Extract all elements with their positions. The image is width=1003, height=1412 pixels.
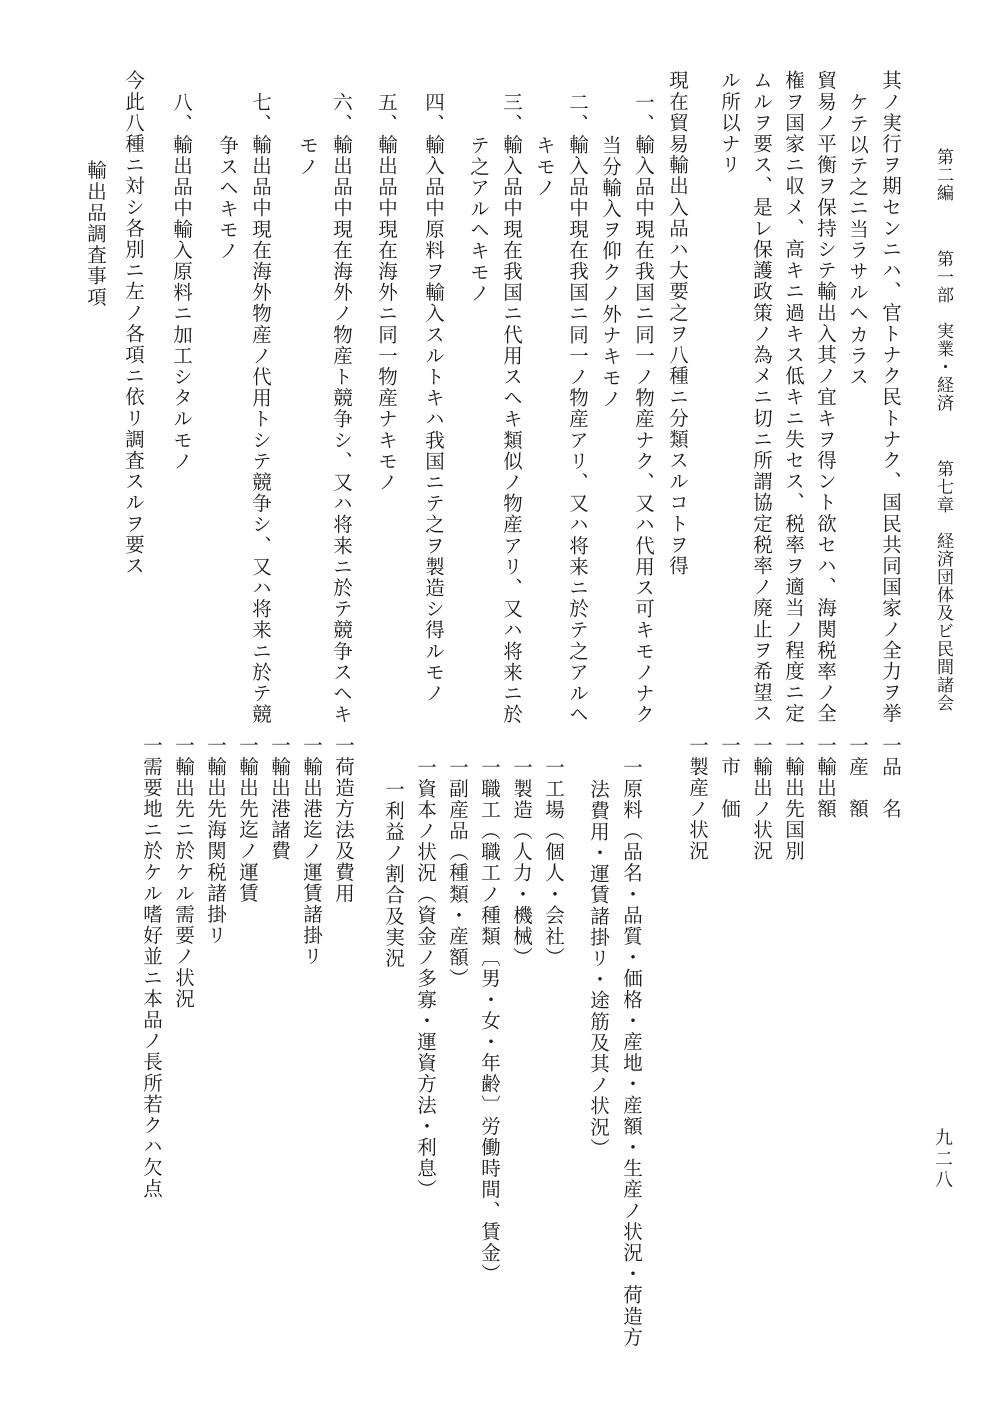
list-item: 一輸出先海関税諸掛リ <box>204 735 227 946</box>
text-line: 四、輸入品中原料ヲ輸入スルトキハ我国ニテ之ヲ製造シ得ルモノ <box>422 92 445 704</box>
text-line: 一、輸入品中現在我国ニ同一ノ物産ナク、又ハ代用ス可キモノナク <box>632 92 655 725</box>
list-item: 一原料（品名・品質・価格・産地・産額・生産ノ状況・荷造方 <box>620 757 643 1348</box>
section-heading: 輸出品調査事項 <box>84 160 107 308</box>
running-header <box>934 148 951 740</box>
list-item: 一輸出先国別 <box>782 735 805 862</box>
text-line: 六、輸出品中現在海外ノ物産ト競争シ、又ハ将来ニ於テ競争スヘキ <box>330 92 353 725</box>
text-line: 三、輸入品中現在我国ニ代用スヘキ類似ノ物産アリ、又ハ将来ニ於 <box>500 92 523 725</box>
text-line: 争スヘキモノ <box>216 135 239 262</box>
text-line: 八、輸出品中輸入原料ニ加工シタルモノ <box>170 92 193 472</box>
header-chapter: 第七章 経済団体及ビ民間諸会 <box>933 460 953 712</box>
header-hen: 第二編 <box>933 148 953 202</box>
text-line: ムルヲ要ス、是レ保護政策ノ為メニ切ニ所謂協定税率ノ廃止ヲ希望ス <box>750 70 773 725</box>
text-line: 貿易ノ平衡ヲ保持シテ輸出入其ノ宜キヲ得ント欲セハ、海関税率ノ全 <box>814 70 837 725</box>
page-number: 九二八 <box>932 1128 953 1191</box>
text-line: 七、輸出品中現在海外物産ノ代用トシテ競争シ、又ハ将来ニ於テ競 <box>249 92 272 725</box>
list-item: 一工場（個人・会社） <box>542 757 565 968</box>
text-line: 今此八種ニ対シ各別ニ左ノ各項ニ依リ調査スルヲ要ス <box>122 70 145 577</box>
text-line: 其ノ実行ヲ期センニハ、官トナク民トナク、国民共同国家ノ全力ヲ挙 <box>879 70 902 725</box>
text-line: 権ヲ国家ニ収メ、高キニ過キス低キニ失セス、税率ヲ適当ノ程度ニ定 <box>782 70 805 725</box>
list-item: 一利益ノ割合及実況 <box>382 779 405 969</box>
text-line: ル所以ナリ <box>718 70 741 176</box>
text-line: キモノ <box>533 135 556 199</box>
list-item: 一市 価 <box>718 735 741 820</box>
list-item: 一輸出先ニ於ケル需要ノ状況 <box>172 735 195 1010</box>
list-item: 一輸出額 <box>814 735 837 820</box>
list-item: 一副産品（種類・産額） <box>446 757 469 990</box>
list-item: 一資本ノ状況（資金ノ多寡・運資方法・利息） <box>414 757 437 1201</box>
text-line: テ之アルヘキモノ <box>467 135 490 304</box>
list-item: 法費用・運賃諸掛リ・途筋及其ノ状況） <box>587 779 610 1159</box>
list-item: 一荷造方法及費用 <box>332 735 355 904</box>
text-line: 当分輸入ヲ仰クノ外ナキモノ <box>599 135 622 410</box>
text-line: 五、輸出品中現在海外ニ同一物産ナキモノ <box>375 92 398 493</box>
text-line: ケテ以テ之ニ当ラサルヘカラス <box>846 92 869 388</box>
list-item: 一職工（職工ノ種類〔男・女・年齢〕労働時間、賃金） <box>478 757 501 1285</box>
text-line: 二、輸入品中現在我国ニ同一ノ物産アリ、又ハ将来ニ於テ之アルヘ <box>566 92 589 725</box>
text-line: 現在貿易輸出入品ハ大要之ヲ八種ニ分類スルコトヲ得 <box>666 70 689 577</box>
list-item: 一製産ノ状況 <box>686 735 709 862</box>
list-item: 一輸出港迄ノ運賃諸掛リ <box>300 735 323 968</box>
list-item: 一輸出先迄ノ運賃 <box>236 735 259 904</box>
list-item: 一輸出ノ状況 <box>750 735 773 862</box>
list-item: 一製造（人力・機械） <box>510 757 533 968</box>
list-item: 一品 名 <box>879 735 902 820</box>
list-item: 一輸出港諸費 <box>268 735 291 862</box>
text-line: モノ <box>296 135 319 178</box>
list-item: 一産 額 <box>846 735 869 820</box>
header-bu: 第一部 実業・経済 <box>933 250 953 412</box>
list-item: 一需要地ニ於ケル嗜好並ニ本品ノ長所若クハ欠点 <box>140 735 163 1200</box>
